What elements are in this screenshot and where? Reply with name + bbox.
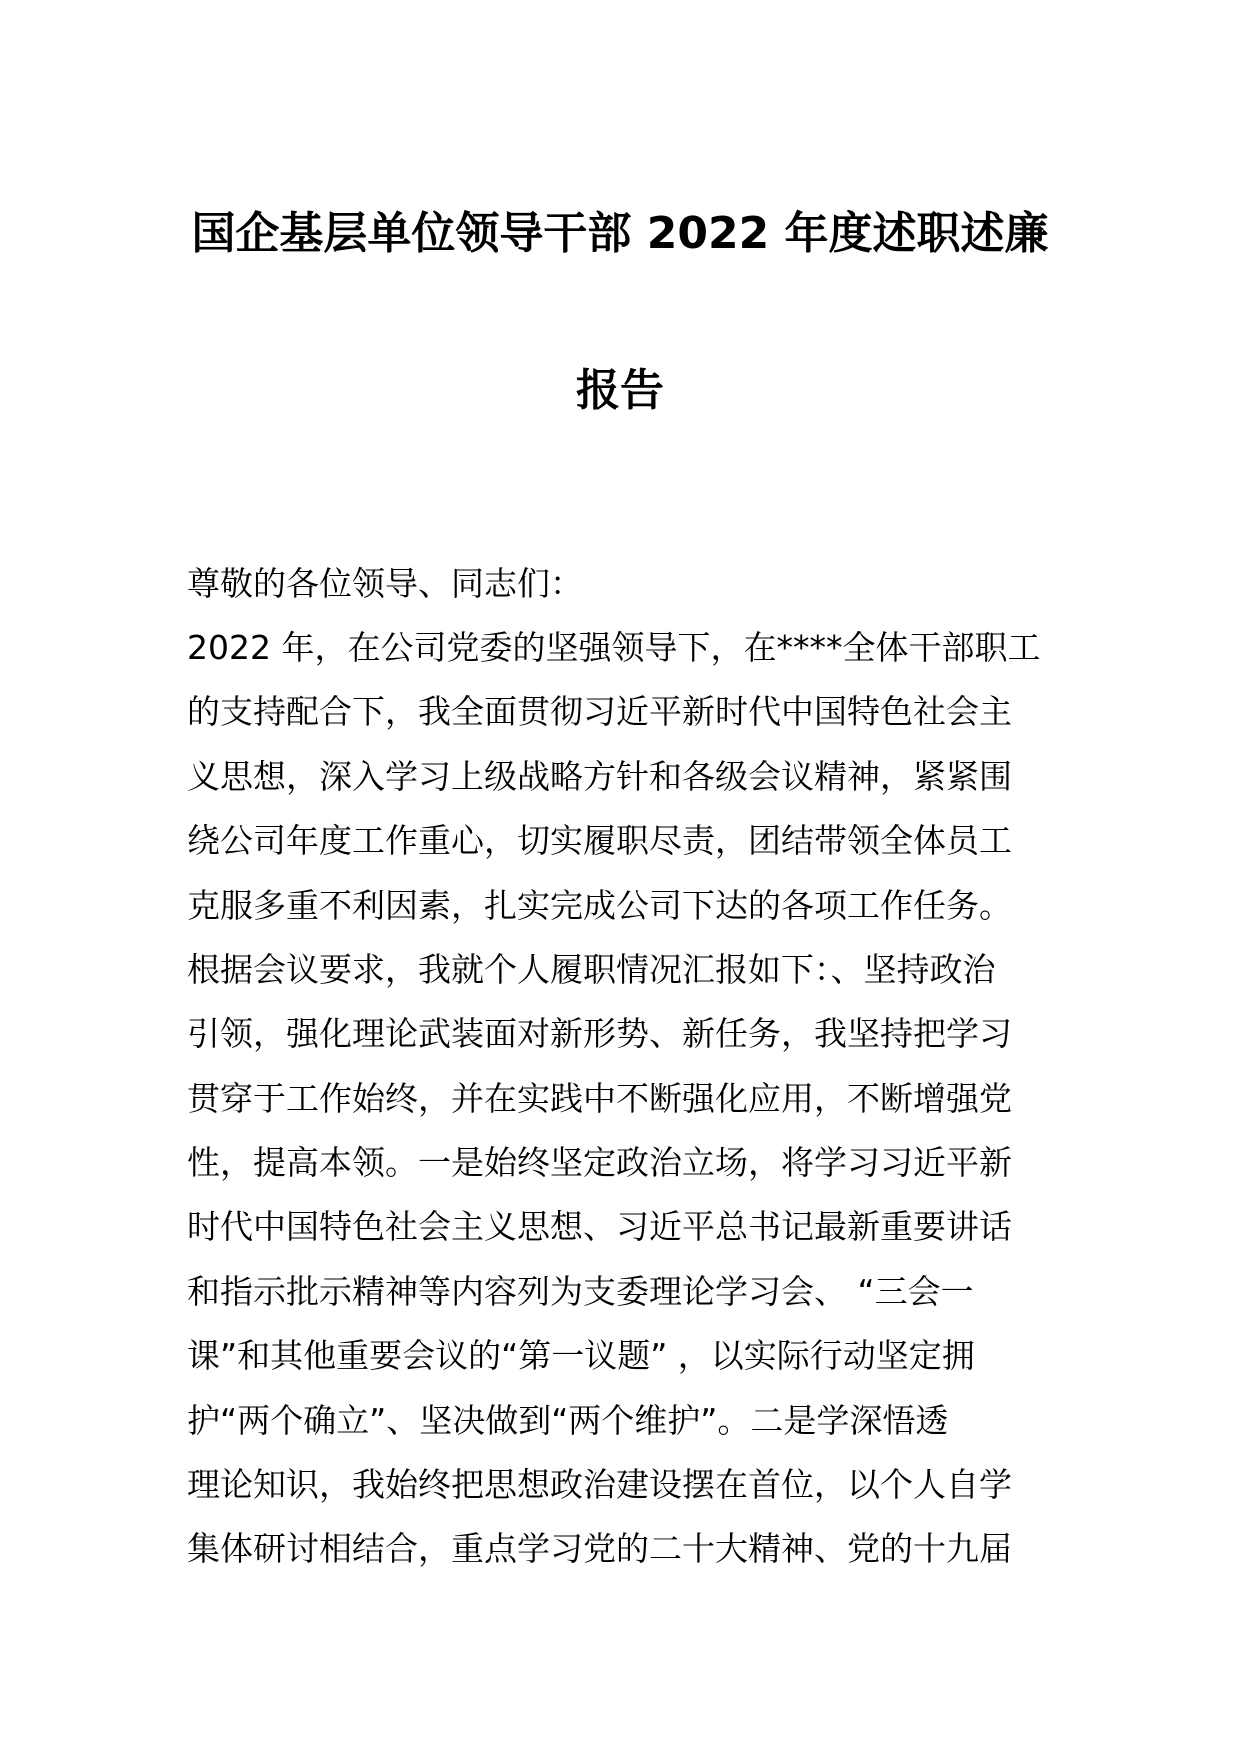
body-line-13: 护“两个确立”、坚决做到“两个维护”。二是学深悟透 [187,1401,949,1440]
salutation: 尊敬的各位领导、同志们： [187,564,583,603]
body-line-3: 义思想，深入学习上级战略方针和各级会议精神，紧紧围 [187,757,1012,796]
body-line-5: 克服多重不利因素，扎实完成公司下达的各项工作任务。 [187,886,1012,925]
body-line-10: 时代中国特色社会主义思想、习近平总书记最新重要讲话 [187,1207,1012,1246]
body-line-4: 绕公司年度工作重心，切实履职尽责，团结带领全体员工 [187,821,1012,860]
body-line-9: 性，提高本领。一是始终坚定政治立场，将学习习近平新 [187,1143,1012,1182]
body-line-14: 理论知识，我始终把思想政治建设摆在首位，以个人自学 [187,1465,1012,1504]
body-line-1: 2022 年，在公司党委的坚强领导下，在****全体干部职工 [187,628,1041,667]
document-title-line-1: 国企基层单位领导干部 2022 年度述职述廉 [191,208,1049,259]
body-line-12: 课”和其他重要会议的“第一议题” ，以实际行动坚定拥 [187,1336,975,1375]
body-line-15: 集体研讨相结合，重点学习党的二十大精神、党的十九届 [187,1529,1012,1568]
body-line-7: 引领，强化理论武装面对新形势、新任务，我坚持把学习 [187,1014,1012,1053]
body-line-11: 和指示批示精神等内容列为支委理论学习会、 “三会一 [187,1272,974,1311]
body-line-6: 根据会议要求，我就个人履职情况汇报如下：、坚持政治 [187,950,996,989]
body-line-8: 贯穿于工作始终，并在实践中不断强化应用，不断增强党 [187,1079,1012,1118]
body-line-2: 的支持配合下，我全面贯彻习近平新时代中国特色社会主 [187,692,1012,731]
document-title-line-2: 报告 [576,365,664,416]
